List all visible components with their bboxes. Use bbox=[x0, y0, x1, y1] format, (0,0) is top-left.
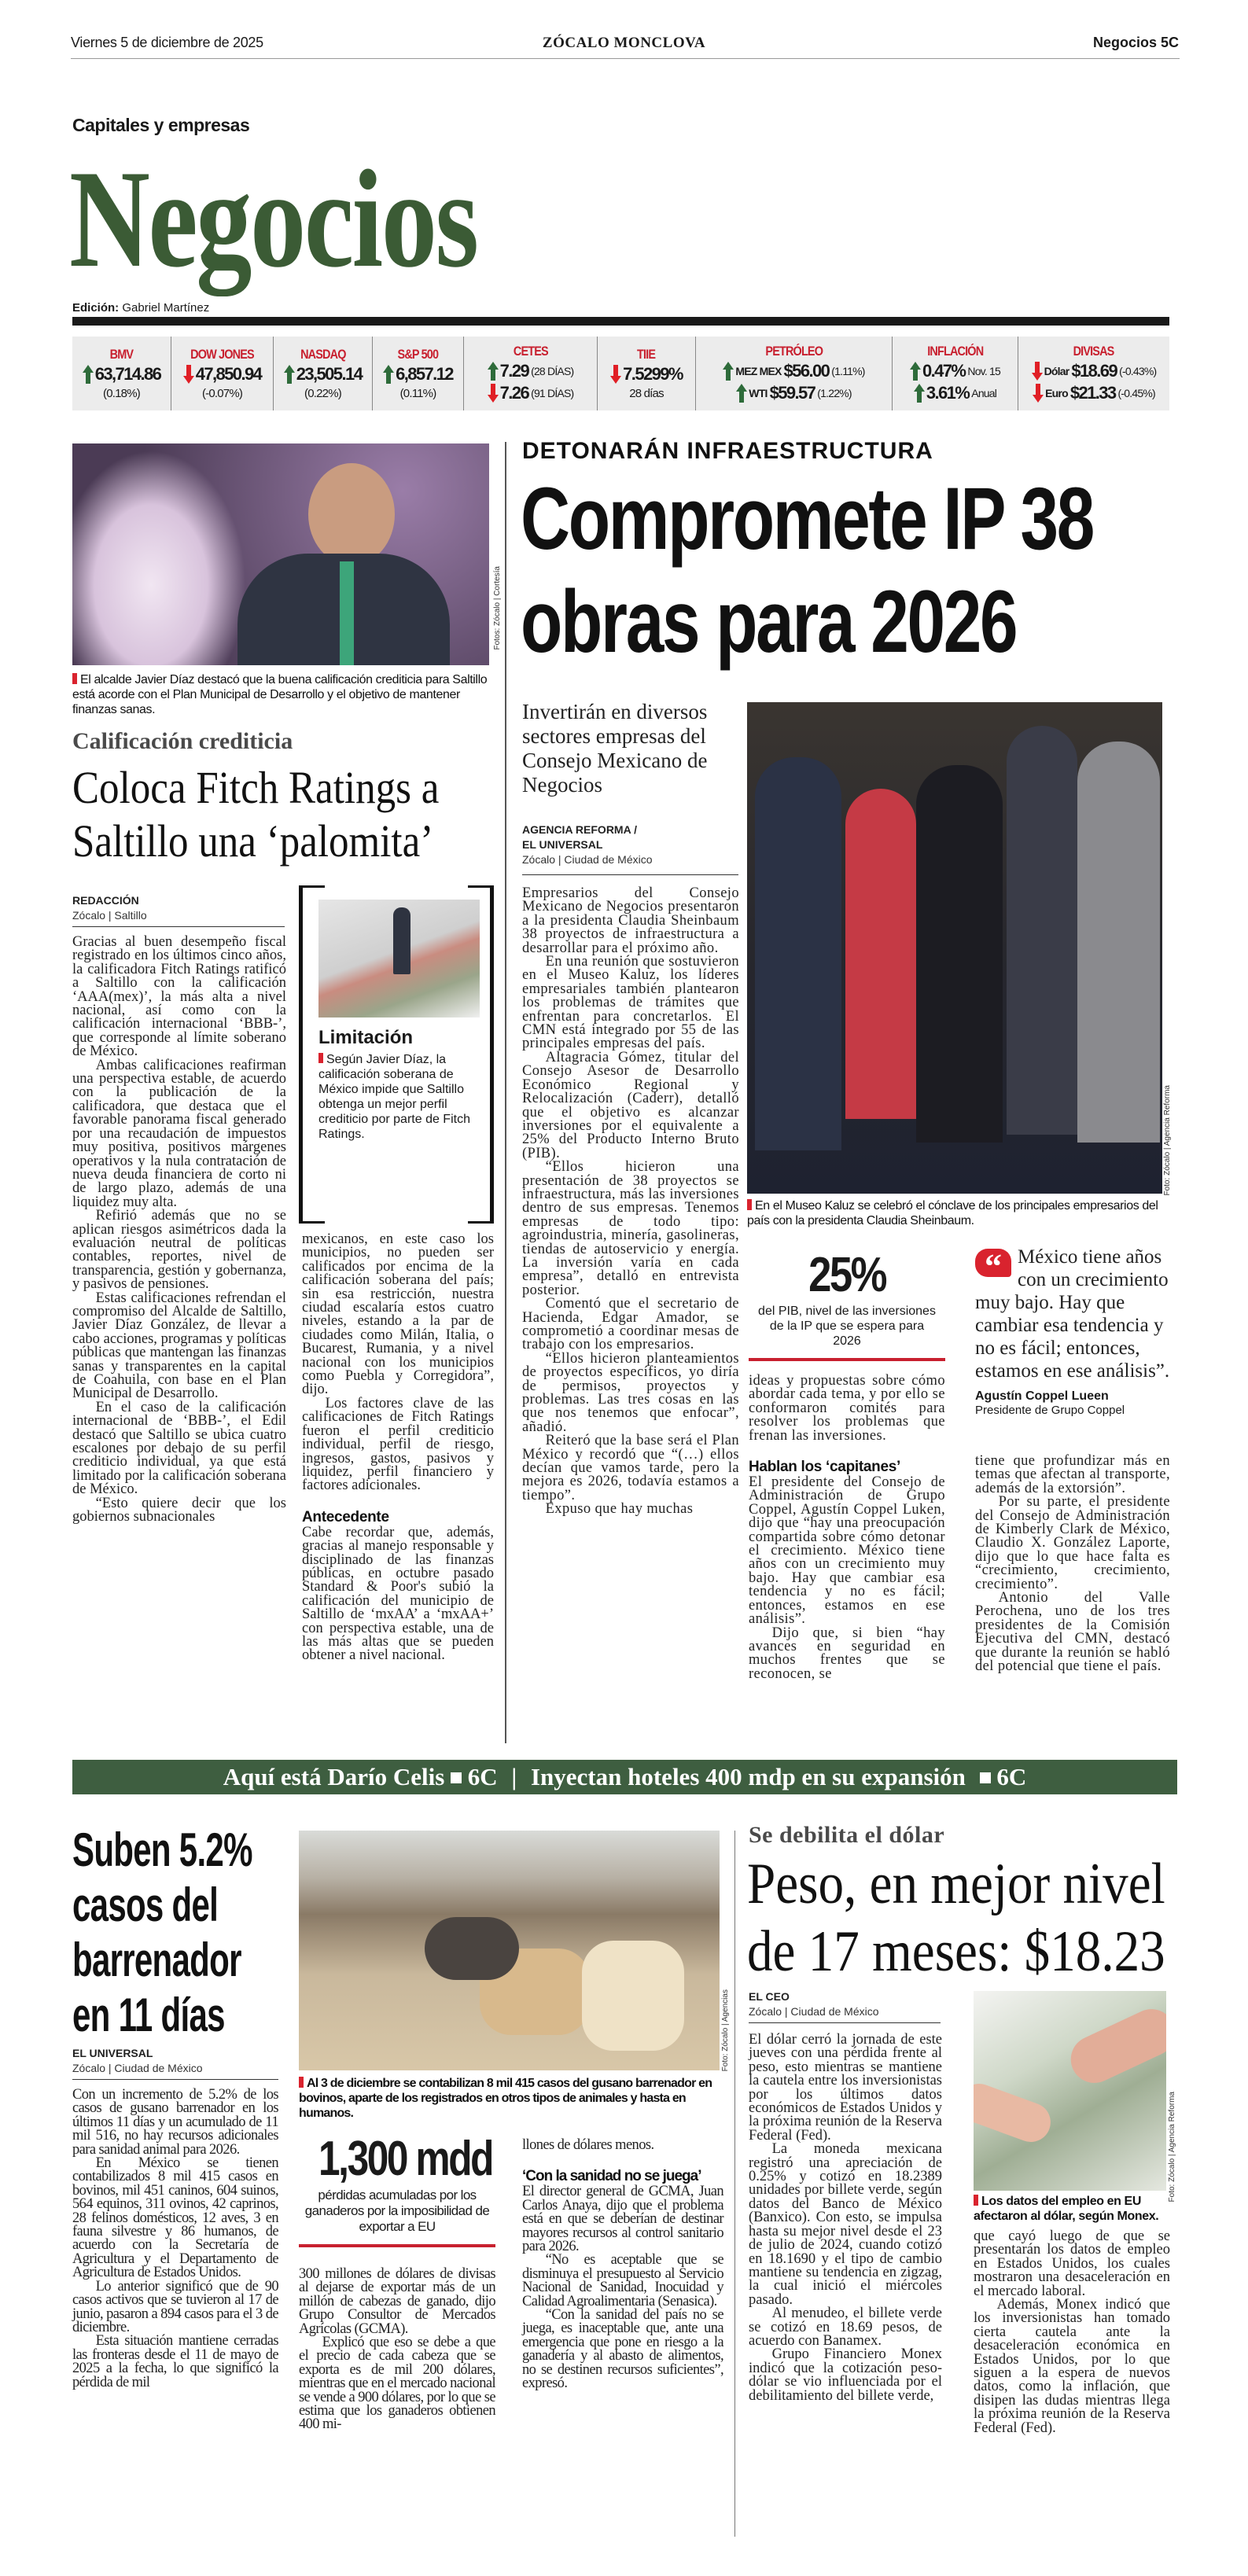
byline-rule bbox=[72, 926, 285, 927]
paragraph: El dólar cerró la jornada de este jueves con una pérdida frente al peso, esto mientras se mantiene la cautela entre los inversionistas por los últimos datos económicos de Estados Unidos y la próxima reunión de la Reserva Federal (Fed). bbox=[749, 2032, 942, 2144]
header-paper-name: ZÓCALO MONCLOVA bbox=[542, 35, 706, 51]
article-kicker: Calificación crediticia bbox=[72, 728, 293, 754]
ticker-value: 3.61% bbox=[926, 383, 970, 403]
paragraph: El presidente del Consejo de Administración de Grupo Coppel, Agustín Coppel Luken, dijo que “hay una preocupación compartida sobre cómo detonar el crecimiento. México tiene años con un crecimiento muy bajo. Hay que cambiar esa tendencia y no es fácil; entonces, estamos en ese análisis”. bbox=[749, 1474, 945, 1628]
arrow-up-icon bbox=[383, 365, 394, 384]
section-kicker: Capitales y empresas bbox=[72, 115, 250, 135]
paragraph: Expuso que hay muchas bbox=[545, 1501, 694, 1518]
section-title bbox=[69, 138, 579, 300]
ticker-prefix: Dólar bbox=[1044, 365, 1069, 377]
ticker-prefix: Euro bbox=[1045, 387, 1068, 399]
article-column bbox=[522, 2185, 723, 2390]
paragraph: “Ellos hicieron una presentación de 38 proyectos se infraestructura, más las inversiones dentro de sus empresas. Tenemos empresas de todo tipo: agroindustria, minería, gasolineras, tiendas de autoservicio y energía. La inversión varía en cada empresa”, detalló en entrevista posterior. bbox=[522, 1159, 739, 1298]
promo-separator: | bbox=[511, 1763, 517, 1790]
ticker-cell-cetes bbox=[464, 337, 598, 410]
stat-box bbox=[299, 2131, 495, 2247]
ticker-cell-petr-leo bbox=[696, 337, 893, 410]
arrow-up-icon bbox=[83, 365, 94, 384]
ticker-cell-nasdaq bbox=[274, 337, 373, 410]
paragraph: ideas y propuestas sobre cómo abordar cada tema, y por ello se conformaron comités para resolver los problemas que frenan las inversiones. bbox=[749, 1373, 945, 1444]
column-divider bbox=[505, 442, 506, 1743]
ticker-value: $56.00 bbox=[783, 361, 830, 381]
cow bbox=[425, 1917, 519, 1980]
ticker-label: PETRÓLEO bbox=[765, 344, 823, 359]
article-column bbox=[299, 2268, 495, 2432]
mayor-photo bbox=[72, 443, 489, 665]
paragraph: Refirió además que no se aplican riesgos asimétricos dada la evaluación neutral de políticas contables, reportes, nivel de transparencia, gestión y gobernanza, y pasivos de pensiones. bbox=[72, 1208, 286, 1293]
byline-place: Zócalo | Saltillo bbox=[72, 909, 147, 922]
main-kicker: DETONARÁN INFRAESTRUCTURA bbox=[522, 438, 933, 464]
person bbox=[1007, 726, 1077, 1135]
ticker-cell-divisas bbox=[1018, 337, 1169, 410]
edition-credit bbox=[72, 301, 209, 315]
paragraph: Dijo que, si bien “hay avances en seguridad en muchos frentes que se reconocen, se bbox=[749, 1625, 945, 1682]
bracket-bottom-right bbox=[468, 1221, 490, 1224]
article-column bbox=[302, 1526, 494, 1663]
ticker-note: Anual bbox=[971, 387, 997, 399]
paragraph: Esta situación mantiene cerradas las fronteras desde el 11 de mayo de 2025 a la fecha, lo que significó la pérdida de mil bbox=[72, 2333, 278, 2390]
ticker-cell-tiie bbox=[598, 337, 696, 410]
ticker-value: 63,714.86 bbox=[94, 364, 161, 384]
photo-caption bbox=[747, 1198, 1168, 1228]
arrow-down-icon bbox=[488, 384, 499, 403]
money-photo bbox=[974, 1991, 1166, 2191]
ticker-row bbox=[183, 364, 261, 385]
byline-author: EL UNIVERSAL bbox=[72, 2047, 153, 2059]
photo-credit: Foto: Zócalo | Agencia Reforma bbox=[1163, 1085, 1172, 1196]
ticker-change: (0.18%) bbox=[103, 387, 140, 400]
person bbox=[845, 789, 916, 1119]
byline-place: Zócalo | Ciudad de México bbox=[522, 853, 653, 866]
ticker-label: INFLACIÓN bbox=[926, 344, 983, 359]
ticker-label: NASDAQ bbox=[300, 347, 346, 362]
arrow-up-icon bbox=[723, 362, 734, 381]
article-column bbox=[72, 936, 286, 1524]
header-page-number: Negocios 5C bbox=[1092, 35, 1179, 50]
arrow-up-icon bbox=[284, 365, 295, 384]
headline-line: Peso, en mejor nivel bbox=[747, 1852, 1165, 1916]
paragraph: Altagracia Gómez, titular del Consejo Asesor de Desarrollo Económico Regional y Relocalización (Caderr), detalló que el objetivo es alcanzar inversiones por el equivalente a 25% del Producto Interno Bruto (PIB). bbox=[522, 1049, 739, 1161]
promo-title: Inyectan hoteles 400 mdp en su expansión bbox=[530, 1763, 966, 1790]
section-title-text: Negocios bbox=[69, 141, 477, 296]
square-icon bbox=[980, 1772, 991, 1783]
subheading: ‘Con la sanidad no se juega’ bbox=[522, 2168, 701, 2185]
caption-marker bbox=[974, 2195, 978, 2206]
gusano-column-3 bbox=[522, 2139, 723, 2391]
paragraph: “Ellos hicieron planteamientos de proyectos específicos, yo diría de permisos, proyectos y problemas. Las tres cosas en las que nos tenemos que enfocar”, añadió. bbox=[522, 1350, 739, 1435]
ticker-value: $21.33 bbox=[1069, 383, 1116, 403]
paragraph: Gracias al buen desempeño fiscal registrado en los últimos cinco años, la calificadora Fitch Ratings ratificó a Saltillo con la calificación ‘AAA(mex)’, la más alta a nivel nacional, así como con la calificación internacional ‘BBB-’, que corresponde al límite soberano de México. bbox=[72, 934, 286, 1060]
headline-line: Coloca Fitch Ratings a bbox=[72, 762, 440, 813]
byline bbox=[72, 893, 147, 923]
paragraph: 300 millones de dólares de divisas al dejarse de exportar más de un millón de cabezas de ganado, dijo Grupo Consultor de Mercados Agrícolas (GCMA). bbox=[299, 2266, 495, 2337]
photo-credit: Foto: Zócalo | Agencia Reforma bbox=[1168, 2092, 1176, 2202]
ticker-prefix: WTI bbox=[749, 387, 768, 399]
arrow-up-icon bbox=[736, 384, 747, 403]
arrow-down-icon bbox=[1032, 362, 1043, 381]
hand bbox=[1063, 2001, 1166, 2091]
paragraph: Lo anterior significó que de 90 casos activos que se tuvieron al 17 de junio, pasaron a 894 casos para el 3 de diciembre. bbox=[72, 2278, 278, 2335]
article-column bbox=[302, 1233, 494, 1493]
caption-text: El alcalde Javier Díaz destacó que la buena calificación crediticia para Saltillo está acorde con el Plan Municipal de Desarrollo y el objetivo de mantener finanzas sanas. bbox=[72, 673, 488, 716]
ticker-row bbox=[284, 364, 362, 385]
caption-text: Al 3 de diciembre se contabilizan 8 mil 415 casos del gusano barrenador en bovinos, aparte de los registrados en otros tipos de animales y hasta en humanos. bbox=[299, 2077, 712, 2120]
byline bbox=[72, 2046, 203, 2076]
byline-place: Zócalo | Ciudad de México bbox=[72, 2062, 203, 2074]
ticker-value: 6,857.12 bbox=[396, 364, 453, 384]
ticker-change: (0.11%) bbox=[399, 387, 436, 400]
headline-line: en 11 días bbox=[72, 1989, 225, 2041]
article-column bbox=[974, 2230, 1170, 2435]
ticker-row bbox=[488, 383, 574, 403]
cow bbox=[582, 1941, 684, 2051]
ticker-label: TIIE bbox=[637, 347, 656, 362]
byline-place: Zócalo | Ciudad de México bbox=[749, 2005, 879, 2018]
paragraph: En el caso de la calificación internacional de ‘BBB-’, el Edil destacó que Saltillo se ubica cuatro escalones por debajo de su perfil crediticio individual, ya que está limitado por la calificación soberana de México. bbox=[72, 1399, 286, 1498]
paragraph: tiene que profundizar más en temas que afectan al transporte, además de la extorsión”. bbox=[975, 1453, 1170, 1496]
caption-text: Los datos del empleo en EU afectaron al dólar, según Monex. bbox=[974, 2195, 1159, 2223]
ticker-row bbox=[910, 361, 1000, 381]
paragraph: Comentó que el secretario de Hacienda, Edgar Amador, se comprometió a coordinar mesas de trabajo con los empresarios. bbox=[522, 1296, 739, 1353]
promo-title: Aquí está Darío Celis bbox=[223, 1763, 445, 1790]
cattle-photo bbox=[299, 1831, 720, 2070]
ticker-cell-s-p-500 bbox=[373, 337, 464, 410]
arrow-up-icon bbox=[910, 362, 921, 381]
main-deck: Invertirán en diversos sectores empresas del Consejo Mexicano de Negocios bbox=[522, 700, 708, 797]
editor-name: Gabriel Martínez bbox=[122, 301, 210, 315]
headline-line: Suben 5.2% bbox=[72, 1823, 252, 1876]
stat-rule bbox=[749, 1358, 945, 1361]
headline-line: casos del bbox=[72, 1879, 219, 1931]
promo-link-hoteles[interactable] bbox=[531, 1763, 1026, 1790]
promo-link-dario-celis[interactable] bbox=[223, 1763, 498, 1790]
caption-text: En el Museo Kaluz se celebró el cónclave de los principales empresarios del país con la presidenta Claudia Sheinbaum. bbox=[747, 1199, 1158, 1227]
paragraph: Grupo Financiero Monex indicó que la cotización peso-dólar se vio influenciada por el debilitamiento del billete verde, bbox=[749, 2346, 942, 2404]
ticker-label: DOW JONES bbox=[190, 347, 254, 362]
headline-line: Saltillo una ‘palomita’ bbox=[72, 815, 434, 867]
stat-rule bbox=[299, 2244, 495, 2247]
promo-page: 6C bbox=[996, 1763, 1027, 1790]
paragraph: La moneda mexicana registró una apreciación de 0.25% y cotizó en 18.2389 unidades por billete verde, según datos del Banco de México (Banxico). Con esto, se impulsa hasta su mejor nivel desde el 23 de julio de 2024, cuando cotizó en 18.1690 y el tipo de cambio mantiene su tendencia en zigzag, la cual inició el miércoles pasado. bbox=[749, 2141, 942, 2308]
peso-headline bbox=[747, 1850, 1222, 1985]
promo-page: 6C bbox=[467, 1763, 498, 1790]
ticker-note: (91 DÍAS) bbox=[531, 387, 574, 399]
edition-label: Edición: bbox=[72, 301, 120, 315]
ticker-row bbox=[736, 383, 851, 403]
ticker-label: S&P 500 bbox=[397, 347, 439, 362]
header-date: Viernes 5 de diciembre de 2025 bbox=[71, 35, 263, 50]
headline-line: Compromete IP 38 bbox=[521, 469, 1094, 568]
ticker-row bbox=[1032, 361, 1157, 381]
figurine-on-money-photo bbox=[318, 900, 480, 1018]
article-column bbox=[749, 1476, 945, 1681]
ticker-row bbox=[1033, 383, 1155, 403]
sidebar-text-body: Según Javier Díaz, la calificación soberana de México impide que Saltillo obtenga un mejor perfil crediticio por parte de Fitch Ratings. bbox=[318, 1053, 470, 1141]
ticker-label: DIVISAS bbox=[1073, 344, 1114, 359]
caption-marker bbox=[299, 2077, 304, 2088]
ticker-change: (-0.07%) bbox=[201, 387, 243, 400]
paragraph: Además, Monex indicó que los inversionistas han tomado cierta cautela ante la desaceleración económica en Estados Unidos, por lo que siguen a la espera de nuevos datos, como la inflación, que disipen las dudas mientras llega la próxima reunión de la Reserva Federal (Fed). bbox=[974, 2297, 1170, 2436]
paragraph: Los factores clave de las calificaciones de Fitch Ratings fueron el perfil crediticio individual, perfil de riesgo, ingresos, gastos, pasivos y liquidez, perfil financiero y factores adicionales. bbox=[302, 1395, 494, 1494]
byline-author: AGENCIA REFORMA / bbox=[522, 823, 637, 836]
promo-banner[interactable] bbox=[72, 1760, 1177, 1794]
hand bbox=[974, 2078, 1056, 2147]
article-headline bbox=[72, 761, 489, 868]
person-tie bbox=[340, 561, 354, 665]
ticker-cell-inflaci-n bbox=[893, 337, 1018, 410]
stat-box bbox=[749, 1247, 945, 1361]
quote-role: Presidente de Grupo Coppel bbox=[975, 1404, 1125, 1417]
byline-author: EL UNIVERSAL bbox=[522, 838, 603, 851]
ticker-prefix: MEZ MEX bbox=[735, 365, 782, 377]
headline-line: barrenador bbox=[72, 1934, 241, 1986]
column-divider bbox=[734, 1831, 735, 2537]
quote-icon: “ bbox=[975, 1249, 1011, 1277]
article-column bbox=[72, 2088, 278, 2390]
article-column bbox=[749, 1374, 945, 1443]
paragraph: Reiteró que la base será el Plan México y recordó que “(…) ellos decían que vamos tarde, pero la mejora es 2026, todavía estamos a tiempo”. bbox=[522, 1433, 739, 1503]
photo-caption bbox=[299, 2076, 723, 2121]
subheading: Antecedente bbox=[302, 1508, 389, 1525]
article-column bbox=[975, 1455, 1170, 1674]
person-silhouette bbox=[308, 463, 395, 565]
stat-text: pérdidas acumuladas por los ganaderos por la imposibilidad de exportar a EU bbox=[304, 2188, 490, 2234]
byline-author: EL CEO bbox=[749, 1990, 790, 2003]
photo-caption bbox=[974, 2194, 1170, 2224]
paragraph: llones de dólares menos. bbox=[522, 2137, 654, 2153]
headline-line: de 17 meses: $18.23 bbox=[747, 1919, 1165, 1984]
paragraph: Por su parte, el presidente del Consejo de Administración de Kimberly Clark de México, Claudio X. González Laporte, dijo que lo que hace falta es “crecimiento, crecimiento, crecimiento”. bbox=[975, 1494, 1170, 1592]
ticker-note: Nov. 15 bbox=[967, 365, 1000, 377]
paragraph: que cayó luego de que se presentarán los datos de empleo en Estados Unidos, los cuales mostraron una desaceleración en el mercado laboral. bbox=[974, 2228, 1170, 2299]
cmn-meeting-photo bbox=[747, 702, 1162, 1194]
sidebar-marker bbox=[318, 1053, 323, 1063]
byline bbox=[522, 822, 653, 867]
stat-value: 1,300 mdd bbox=[318, 2132, 492, 2186]
paragraph: Ambas calificaciones reafirman una perspectiva estable, de acuerdo con la publicación de la calificadora, que destaca que el favorable panorama fiscal generado por una recaudación de impuestos muy positiva, positivos márgenes operativos y la nula contratación de nueva deuda financiera de corto ni de largo plazo, además de una liquidez muy alta. bbox=[72, 1057, 286, 1210]
byline-rule bbox=[72, 2079, 278, 2080]
paragraph: “Con la sanidad del país no se juega, es inaceptable que, ante una emergencia que pone en riesgo a la ganadería y al abasto de alimentos, no se destinen recursos suficientes”, expresó. bbox=[522, 2307, 723, 2392]
ticker-value: 23,505.14 bbox=[296, 364, 363, 384]
person bbox=[1077, 742, 1160, 1143]
subheading: Hablan los ‘capitanes’ bbox=[749, 1459, 900, 1476]
ticker-note: (28 DÍAS) bbox=[531, 365, 574, 377]
peso-kicker: Se debilita el dólar bbox=[749, 1822, 945, 1848]
main-headline bbox=[521, 467, 1248, 673]
paragraph: Empresarios del Consejo Mexicano de Negocios presentaron a la presidenta Claudia Sheinbaum 38 proyectos de infraestructura a desarrollar para el próximo año. bbox=[522, 885, 739, 956]
sidebar-text bbox=[318, 1052, 476, 1142]
paragraph: En una reunión que sostuvieron en el Museo Kaluz, los líderes empresariales también plantearon los problemas de trámites que enfrentan para concretarlos. El CMN está integrado por 55 de las principales empresas del país. bbox=[522, 954, 739, 1052]
ticker-value: 47,850.94 bbox=[195, 364, 262, 384]
photo-caption bbox=[72, 672, 493, 717]
headline-line: obras para 2026 bbox=[521, 572, 1017, 671]
pull-quote bbox=[975, 1246, 1172, 1418]
bracket-top-left bbox=[303, 885, 325, 888]
ticker-row bbox=[914, 383, 996, 403]
paragraph: mexicanos, en este caso los municipios, no pueden ser calificados por encima de la calificación soberana del país; sin esa restricción, nuestra ciudad escalaría estos cuatro niveles, estando a la par de ciudades como Milán, Italia, o Bucarest, Rumania, y a nivel nacional con los municipios como Puebla y Corregidora”, dijo. bbox=[302, 1231, 494, 1398]
paragraph: “No es aceptable que se disminuya el presupuesto al Servicio Nacional de Sanidad, Inocuidad y Calidad Agroalimentaria (Senasica). bbox=[522, 2252, 723, 2309]
ticker-value: $18.69 bbox=[1071, 361, 1117, 381]
person bbox=[755, 757, 841, 1150]
ticker-value: 7.5299% bbox=[623, 364, 683, 384]
photo-credit: Foto: Zócalo | Agencias bbox=[721, 1989, 730, 2072]
paragraph: El director general de GCMA, Juan Carlos Anaya, dijo que el problema está en que se deberían de destinar mayores recursos al control sanitario para 2026. bbox=[522, 2184, 723, 2255]
ticker-value: 7.26 bbox=[499, 383, 529, 403]
ticker-change: (0.22%) bbox=[304, 387, 341, 400]
ticker-row bbox=[83, 364, 160, 385]
caption-marker bbox=[747, 1199, 752, 1210]
person bbox=[916, 765, 1003, 1143]
paragraph: Estas calificaciones refrendan el compromiso del Alcalde de Saltillo, Javier Díaz González, de llevar a cabo acciones, programas y políticas públicas que mantengan las finanzas sanas y transparentes en la capital de Coahuila, con base en el Plan Municipal de Desarrollo. bbox=[72, 1290, 286, 1402]
fitch-column-2 bbox=[302, 1233, 494, 1663]
header-rule bbox=[71, 58, 1180, 59]
ticker-row bbox=[723, 361, 864, 381]
photo-credit: Fotos: Zócalo | Cortesía bbox=[493, 566, 502, 650]
paragraph: Antonio del Valle Perochena, uno de los tres presidentes de la Comisión Ejecutiva del CMN, destacó que durante la reunión se habló del potencial que tiene el país. bbox=[975, 1590, 1170, 1675]
article-column bbox=[749, 2033, 942, 2403]
byline-rule bbox=[522, 874, 738, 875]
sidebar-title: Limitación bbox=[318, 1027, 414, 1048]
ticker-note: (-0.43%) bbox=[1119, 365, 1157, 377]
arrow-up-icon bbox=[488, 362, 499, 381]
caption-marker bbox=[72, 673, 77, 684]
header-black-bar bbox=[72, 317, 1169, 326]
arrow-down-icon bbox=[1033, 384, 1044, 403]
ticker-label: CETES bbox=[513, 344, 548, 359]
stat-text: del PIB, nivel de las inversiones de la IP que se espera para 2026 bbox=[758, 1305, 936, 1348]
ticker-note: (-0.45%) bbox=[1117, 387, 1155, 399]
bracket-top-right bbox=[468, 885, 490, 888]
arrow-down-icon bbox=[610, 365, 621, 384]
ticker-value: 7.29 bbox=[499, 361, 529, 381]
main-column-2 bbox=[749, 1374, 945, 1681]
arrow-up-icon bbox=[914, 384, 925, 403]
ticker-row bbox=[488, 361, 574, 381]
square-icon bbox=[451, 1772, 462, 1783]
paragraph: En México se tienen contabilizados 8 mil 415 casos en bovinos, mil 451 caninos, 604 suinos, 564 equinos, 311 ovinos, 42 caprinos, 28 felinos domésticos, 12 aves, 3 en fauna silvestre y 86 humanos, de acuerdo con la Secretaría de Agricultura y el Departamento de Agricultura de Estados Unidos. bbox=[72, 2155, 278, 2281]
ticker-cell-dow-jones bbox=[171, 337, 274, 410]
paragraph: Explicó que eso se debe a que el precio de cada cabeza que se exporta es de mil 200 dólares, mientras que en el mercado nacional se vende a 900 dólares, por lo que se estima que los ganaderos obtienen 400 mi- bbox=[299, 2335, 495, 2433]
ticker-value: $59.57 bbox=[769, 383, 815, 403]
figurine bbox=[393, 907, 410, 974]
ticker-row bbox=[610, 364, 683, 385]
paragraph: Al menudeo, el billete verde se cotizó en 18.69 pesos, de acuerdo con Banamex. bbox=[749, 2306, 942, 2349]
stat-value: 25% bbox=[808, 1248, 885, 1302]
byline bbox=[749, 1989, 879, 2019]
byline-author: REDACCIÓN bbox=[72, 894, 139, 907]
ticker-note: (1.11%) bbox=[831, 365, 865, 377]
arrow-down-icon bbox=[183, 365, 194, 384]
paragraph: Con un incremento de 5.2% de los casos de gusano barrenador en los últimos 11 días y un acumulado de 11 mil 516, no hay recursos adicionales para sanidad animal para 2026. bbox=[72, 2087, 278, 2158]
bracket-bottom-left bbox=[303, 1221, 325, 1224]
ticker-value: 0.47% bbox=[922, 361, 966, 381]
gusano-headline bbox=[72, 1823, 329, 2043]
sidebar-box bbox=[299, 885, 494, 1224]
byline-rule bbox=[749, 2022, 941, 2023]
market-ticker bbox=[72, 337, 1169, 410]
quote-text: México tiene años con un crecimiento muy bajo. Hay que cambiar esa tendencia y no es fácil; entonces, estamos en ese análisis”. bbox=[975, 1246, 1170, 1382]
ticker-row bbox=[383, 364, 453, 385]
ticker-label: BMV bbox=[109, 347, 134, 362]
ticker-note: (1.22%) bbox=[817, 387, 852, 399]
paragraph: “Esto quiere decir que los gobiernos subnacionales bbox=[72, 1495, 286, 1525]
article-column bbox=[522, 887, 739, 1517]
ticker-cell-bmv bbox=[72, 337, 171, 410]
ticker-change: 28 días bbox=[629, 387, 664, 400]
article-column bbox=[522, 2139, 723, 2152]
paragraph: Cabe recordar que, además, gracias al manejo responsable y disciplinado de las finanzas públicas, en octubre pasado Standard & Poor's subió la calificación del municipio de Saltillo de ‘mxAA’ a ‘mxAA+’ con perspectiva estable, una de las más altas que se pueden obtener a nivel nacional. bbox=[302, 1524, 494, 1664]
quote-author: Agustín Coppel Lueen bbox=[975, 1389, 1109, 1403]
